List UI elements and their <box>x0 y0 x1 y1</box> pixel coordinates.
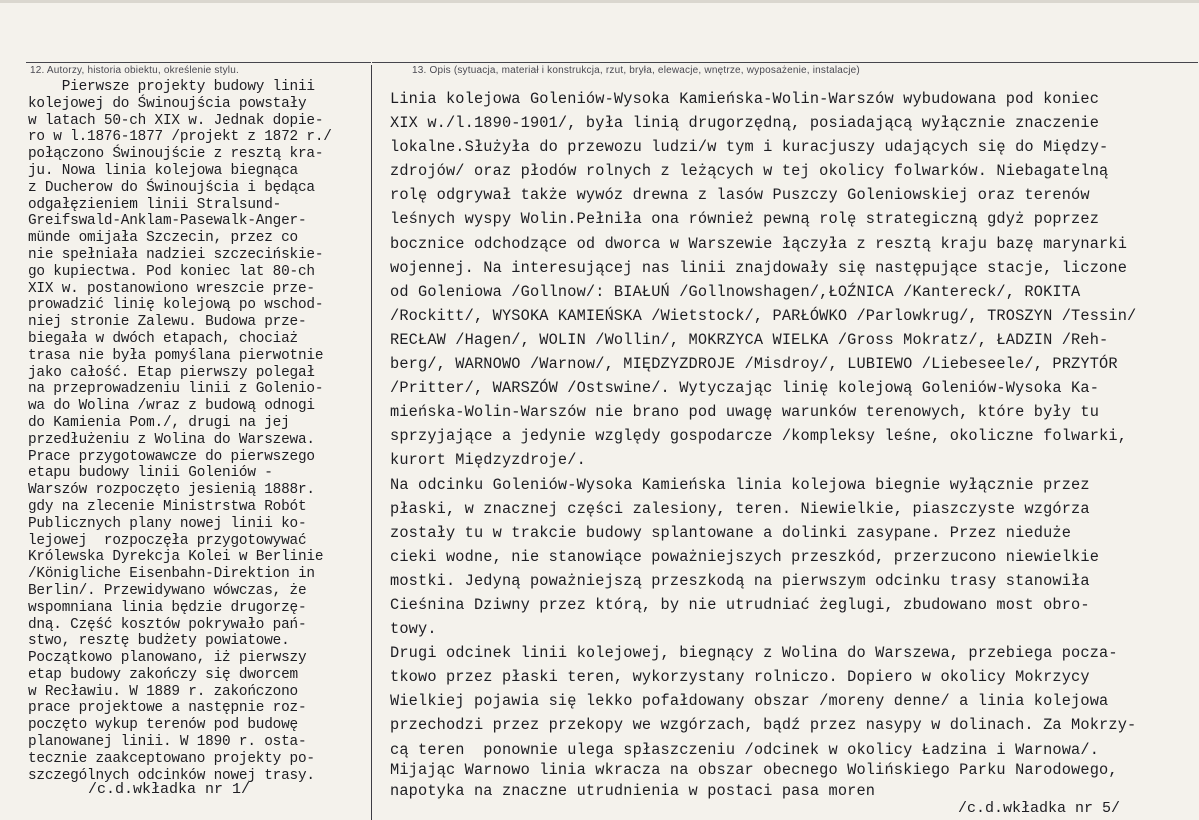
text-line: trasa nie była pomyślana pierwotnie <box>28 347 324 364</box>
text-line: Prace przygotowawcze do pierwszego <box>28 448 315 465</box>
text-line: rolę odgrywał także wywóz drewna z lasów Puszczy Goleniowskiej oraz terenów <box>390 186 1090 205</box>
text-line: bocznice odchodzące od dworca w Warszewie łączyła z resztą kraju bazę marynarki <box>390 234 1128 253</box>
text-line: XIX w./l.1890-1901/, była linią drugorzędną, posiadającą wyłącznie znaczenie <box>390 114 1100 133</box>
text-line: jako całość. Etap pierwszy polegał <box>28 364 315 381</box>
text-line: berg/, WARNOWO /Warnow/, MIĘDZYZDROJE /Misdroy/, LUBIEWO /Liebeseele/, PRZYTÓR <box>390 355 1118 374</box>
text-line: Greifswald-Anklam-Pasewalk-Anger- <box>28 213 307 230</box>
text-line: zdrojów/ oraz płodów rolnych z leżących w tej okolicy folwarków. Niebagatelną <box>390 162 1109 181</box>
text-line: Linia kolejowa Goleniów-Wysoka Kamieńska-Wolin-Warszów wybudowana pod koniec <box>390 90 1100 108</box>
text-line: tkowo przez płaski teren, wykorzystany rolniczo. Dopiero w okolicy Mokrzycy <box>390 668 1090 687</box>
text-line: od Goleniowa /Gollnow/: BIAŁUŃ /Gollnowshagen/,ŁOŹNICA /Kantereck/, ROKITA <box>390 282 1081 301</box>
text-line: w latach 50-ch XIX w. Jednak dopie- <box>28 112 324 129</box>
text-line: cą teren ponownie ulega spłaszczeniu /odcinek w okolicy Ładzina i Warnowa/. <box>390 740 1100 759</box>
text-line: towy. <box>390 620 437 639</box>
text-line: ro w l.1876-1877 /projekt z 1872 r./ <box>28 129 332 146</box>
text-line: Pierwsze projekty budowy linii <box>28 79 315 95</box>
text-line: połączono Świnoujście z resztą kra- <box>28 146 324 163</box>
text-line: napotyka na znaczne utrudnienia w postaci pasa moren <box>390 781 876 800</box>
text-line: planowanej linii. W 1890 r. osta- <box>28 734 307 751</box>
text-line: Warszów rozpoczęto jesienią 1888r. <box>28 482 315 499</box>
text-line: z Ducherow do Świnoujścia i będąca <box>28 179 315 196</box>
text-line: do Kamienia Pom./, drugi na jej <box>28 414 290 431</box>
text-line: tecznie zaakceptowano projekty po- <box>28 750 315 767</box>
continuation-note-left: /c.d.wkładka nr 1/ <box>88 781 251 798</box>
text-line: wspomniana linia będzie drugorzę- <box>28 599 307 616</box>
text-line: dną. Część kosztów pokrywało pań- <box>28 616 307 633</box>
text-line: Mijając Warnowo linia wkracza na obszar obecnego Wolińskiego Parku Narodowego, <box>390 760 1118 779</box>
text-line: wojennej. Na interesującej nas linii znajdowały się następujące stacje, liczone <box>390 258 1128 277</box>
text-line: ju. Nowa linia kolejowa biegnąca <box>28 162 298 179</box>
text-line: /Pritter/, WARSZÓW /Ostswine/. Wytyczając linię kolejową Goleniów-Wysoka Ka- <box>390 379 1100 398</box>
text-line: etap budowy zakończy się dworcem <box>28 666 298 683</box>
text-line: poczęto wykup terenów pod budowę <box>28 717 298 734</box>
text-line: /Königliche Eisenbahn-Direktion in <box>28 566 315 583</box>
text-line: wa do Wolina /wraz z budową odnogi <box>28 398 315 415</box>
text-line: niej stronie Zalewu. Budowa prze- <box>28 314 307 331</box>
text-line: münde omijała Szczecin, przez co <box>28 230 298 247</box>
text-line: kolejowej do Świnoujścia powstały <box>28 95 307 112</box>
text-line: leśnych wyspy Wolin.Pełniła ona również pewną rolę strategiczną gdyż poprzez <box>390 210 1100 229</box>
continuation-note-right: /c.d.wkładka nr 5/ <box>958 800 1121 817</box>
text-line: prowadzić linię kolejową po wschod- <box>28 297 324 314</box>
text-line: gdy na zlecenie Ministrstwa Robót <box>28 498 307 515</box>
header-rule-left <box>26 62 371 63</box>
text-line: szczególnych odcinków nowej trasy. <box>28 767 315 784</box>
text-line: biegała w dwóch etapach, chociaż <box>28 330 298 347</box>
text-line: go kupiectwa. Pod koniec lat 80-ch <box>28 263 315 280</box>
text-line: przechodzi przez przekopy we wzgórzach, bądź przez nasypy w dolinach. Za Mokrzy- <box>390 716 1137 735</box>
section-13-header: 13. Opis (sytuacja, materiał i konstrukcja, rzut, bryła, elewacje, wnętrze, wyposażenie, instalacje) <box>412 65 860 76</box>
text-line: Początkowo planowano, iż pierwszy <box>28 650 307 667</box>
text-line: Na odcinku Goleniów-Wysoka Kamieńska linia kolejowa biegnie wyłącznie przez <box>390 475 1090 494</box>
text-line: lejowej rozpoczęła przygotowywać <box>28 532 307 549</box>
text-line: mieńska-Wolin-Warszów nie brano pod uwagę warunków terenowych, które były tu <box>390 403 1100 422</box>
description-text-column <box>390 87 1195 803</box>
text-line: Królewska Dyrekcja Kolei w Berlinie <box>28 549 324 566</box>
text-line: zostały tu w trakcie budowy splantowane a dolinki zasypane. Przez nieduże <box>390 523 1072 542</box>
header-rule-right <box>372 62 1198 63</box>
text-line: Berlin/. Przewidywano wówczas, że <box>28 582 307 599</box>
text-line: /Rockitt/, WYSOKA KAMIEŃSKA /Wietstock/, PARŁÓWKO /Parlowkrug/, TROSZYN /Tessin/ <box>390 306 1137 325</box>
section-12-header: 12. Autorzy, historia obiektu, określenie stylu. <box>30 65 239 76</box>
text-line: XIX w. postanowiono wreszcie prze- <box>28 280 315 297</box>
text-line: lokalne.Służyła do przewozu ludzi/w tym i kuracjuszy udających się do Między- <box>390 138 1109 157</box>
text-line: prace projektowe a następnie roz- <box>28 700 307 717</box>
text-line: Wielkiej pojawia się lekko pofałdowany obszar /moreny denne/ a linia kolejowa <box>390 692 1109 711</box>
text-line: stwo, resztę budżety powiatowe. <box>28 633 290 650</box>
text-line: mostki. Jedyną poważniejszą przeszkodą na pierwszym odcinku trasy stanowiła <box>390 571 1090 590</box>
text-line: w Recławiu. W 1889 r. zakończono <box>28 683 298 700</box>
text-line: Drugi odcinek linii kolejowej, biegnący z Wolina do Warszewa, przebiega pocza- <box>390 644 1118 663</box>
text-line: Publicznych plany nowej linii ko- <box>28 515 307 532</box>
text-line: kurort Międzyzdroje/. <box>390 451 586 470</box>
text-line: przedłużeniu z Wolina do Warszewa. <box>28 431 315 448</box>
text-line: na przeprowadzeniu linii z Golenio- <box>28 381 324 398</box>
history-text-column <box>28 79 373 784</box>
text-line: sprzyjające a jedynie względy gospodarcze /kompleksy leśne, okoliczne folwarki, <box>390 427 1128 446</box>
text-line: cieki wodne, nie stanowiące poważniejszych przeszkód, przerzucono niewielkie <box>390 547 1100 566</box>
text-line: nie spełniała nadziei szczecińskie- <box>28 246 324 263</box>
text-line: Cieśnina Dziwny przez którą, by nie utrudniać żeglugi, zbudowano most obro- <box>390 595 1090 614</box>
text-line: etapu budowy linii Goleniów - <box>28 465 273 482</box>
text-line: odgałęzieniem linii Stralsund- <box>28 196 282 213</box>
text-line: RECŁAW /Hagen/, WOLIN /Wollin/, MOKRZYCA WIELKA /Gross Mokratz/, ŁADZIN /Reh- <box>390 330 1109 349</box>
text-line: płaski, w znacznej części zalesiony, teren. Niewielkie, piaszczyste wzgórza <box>390 499 1090 518</box>
